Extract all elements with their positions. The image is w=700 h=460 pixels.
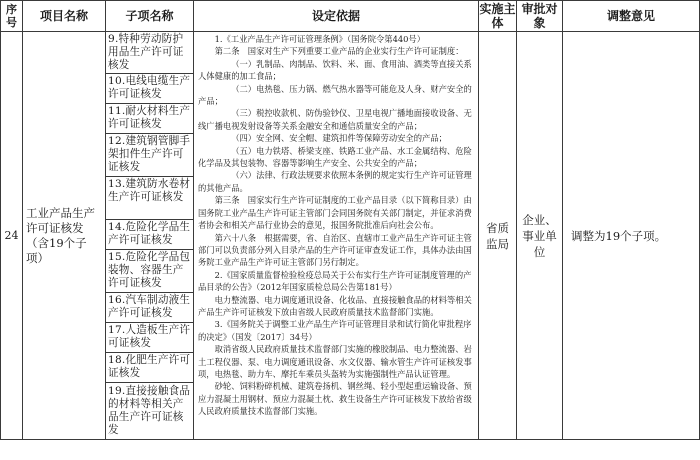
basis-paragraph: （三）税控收款机、防伪验钞仪、卫星电视广播地面接收设备、无线广播电视发射设备等关系金融安全和通信质量安全的产品； <box>198 108 472 131</box>
basis-paragraph: （二）电热毯、压力锅、燃气热水器等可能危及人身、财产安全的产品； <box>198 83 472 107</box>
sub-item-14: 14.危险化学品生产许可证核发 <box>106 220 194 250</box>
basis-paragraph: （四）安全网、安全帽、建筑扣件等保障劳动安全的产品； <box>231 133 447 144</box>
header-basis: 设定依据 <box>194 1 479 32</box>
basis-paragraph: 砂轮、饲料粉碎机械、建筑卷扬机、钢丝绳、轻小型起重运输设备、预应力混凝土用钢材、预应力混凝土枕、救生设备生产许可证核发下放给省级人民政府质量技术监督部门实施。 <box>198 381 472 417</box>
row-object: 企业、事业单位 <box>517 32 563 440</box>
basis-paragraph: 第六十八条 根据需要，省、自治区、直辖市工业产品生产许可证主管部门可以负责部分列入目录产品的生产许可证审查发证工作，具体办法由国务院工业产品生产许可证主管部门另行制定。 <box>198 232 472 268</box>
basis-paragraph: 2.《国家质量监督检验检疫总局关于公布实行生产许可证制度管理的产品目录的公告》（2012年国家质检总局公告第181号） <box>198 269 472 293</box>
header-body: 实施主体 <box>479 2 516 30</box>
basis-paragraph: 第二条 国家对生产下列重要工业产品的企业实行生产许可证制度： <box>214 46 464 57</box>
basis-paragraph: 电力整流器、电力调度通讯设备、化妆品、直接接触食品的材料等相关产品生产许可证核发下放由省级人民政府质量技术监督部门实施。 <box>198 294 472 317</box>
basis-paragraph: 3.《国务院关于调整工业产品生产许可证管理目录和试行简化审批程序的决定》（国发〔2017〕34号） <box>198 319 472 342</box>
sub-item-15: 15.危险化学品包装物、容器生产许可证核发 <box>106 250 194 293</box>
basis-paragraph: （五）电力铁塔、桥梁支座、铁路工业产品、水工金属结构、危险化学品及其包装物、容器等影响生产安全、公共安全的产品； <box>198 145 472 169</box>
table-row <box>1 32 700 74</box>
basis-paragraph: （一）乳制品、肉制品、饮料、米、面、食用油、酒类等直接关系人体健康的加工食品； <box>198 58 472 82</box>
sub-item-16: 16.汽车制动液生产许可证核发 <box>106 293 194 323</box>
header-sub-name: 子项名称 <box>106 1 194 32</box>
sub-item-17: 17.人造板生产许可证核发 <box>106 323 194 353</box>
sub-item-9: 9.特种劳动防护用品生产许可证核发 <box>106 32 194 74</box>
header-object: 审批对象 <box>517 1 563 32</box>
sub-item-13: 13.建筑防水卷材生产许可证核发 <box>106 177 194 220</box>
sub-item-10: 10.电线电缆生产许可证核发 <box>106 74 194 104</box>
header-row <box>1 1 700 32</box>
header-opinion: 调整意见 <box>563 1 700 32</box>
basis-paragraph: （六）法律、行政法规要求依照本条例的规定实行生产许可证管理的其他产品。 <box>198 170 472 193</box>
basis-cell <box>194 32 479 440</box>
row-opinion: 调整为19个子项。 <box>563 32 700 440</box>
sub-item-19: 19.直接接触食品的材料等相关产品生产许可证核发 <box>106 383 194 440</box>
basis-paragraph: 第三条 国家实行生产许可证制度的工业产品目录（以下简称目录）由国务院工业产品生产许可证主管部门会同国务院有关部门制定，并征求消费者协会和相关产品行业协会的意见，报国务院批准后向社会公布。 <box>198 195 472 231</box>
basis-paragraph: 取消省级人民政府质量技术监督部门实施的橡胶制品、电力整流器、岩土工程仪器、泵、电力调度通讯设备、水文仪器、输水管生产许可证核发事项，电热毯、助力车、摩托车乘员头盔转为实施强制性产品认证管理。 <box>198 344 472 379</box>
row-body: 省质监局 <box>479 32 517 440</box>
sub-item-18: 18.化肥生产许可证核发 <box>106 353 194 383</box>
sub-item-11: 11.耐火材料生产许可证核发 <box>106 104 194 134</box>
row-seq: 24 <box>1 32 23 440</box>
row-item-name: 工业产品生产许可证核发（含19个子项） <box>23 32 106 440</box>
header-seq: 序号 <box>1 1 23 32</box>
sub-item-12: 12.建筑钢管脚手架扣件生产许可证核发 <box>106 134 194 177</box>
header-item-name: 项目名称 <box>23 1 106 32</box>
basis-paragraph: 1.《工业产品生产许可证管理条例》（国务院令第440号） <box>214 34 426 44</box>
